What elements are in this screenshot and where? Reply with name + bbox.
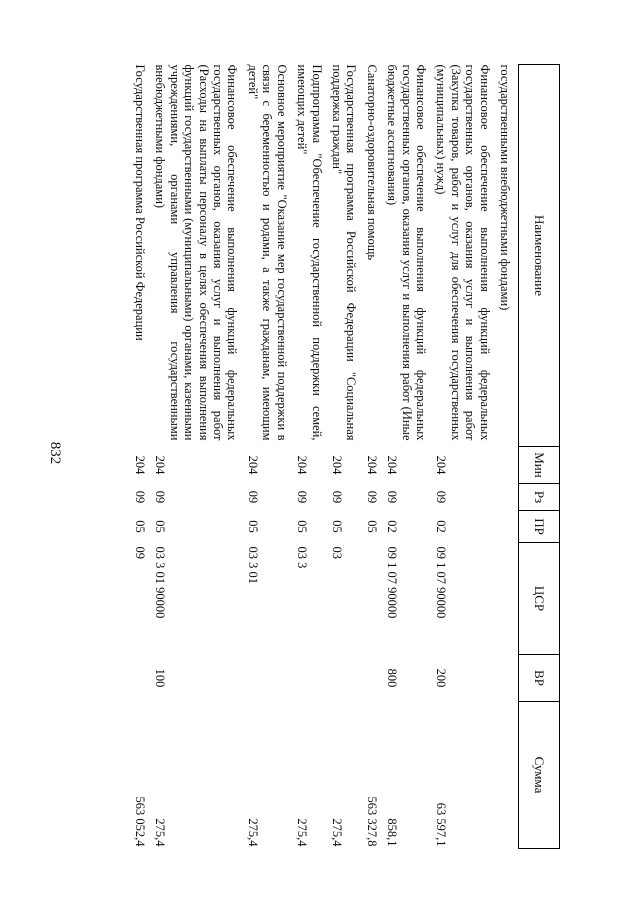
row-pr: 05 <box>153 520 168 533</box>
row-name: Финансовое обеспечение выполнения функций федеральных государственных органов, оказания услуг и выполнения работ (Иные бюджетные ассигнования) <box>385 64 428 441</box>
row-sum: 563 052,4 <box>133 796 148 847</box>
table-row <box>327 65 362 849</box>
table-row <box>243 65 292 849</box>
row-name: Государственная программа Российской Федерации <box>133 64 148 341</box>
row-pr: 02 <box>434 520 449 533</box>
row-pr: 02 <box>385 520 400 533</box>
row-min: 204 <box>295 455 310 475</box>
row-min: 204 <box>434 455 449 475</box>
row-vr: 800 <box>385 668 400 688</box>
row-pr: 05 <box>295 520 310 533</box>
table-body <box>130 65 519 849</box>
table-row <box>361 65 381 849</box>
row-name: Финансовое обеспечение выполнения функций федеральных государственных органов, оказания услуг и выполнения работ (Расходы на выплаты персоналу в целях обеспечения выполнения функций государственными (муниципальными) органами, казенными учреждениями, органами управления государственными внебюджетными фондами) <box>153 64 240 441</box>
row-vr <box>361 655 381 702</box>
row-sum: 63 597,1 <box>434 802 449 847</box>
row-name: Подпрограмма "Обеспечение государственной поддержки семей, имеющих детей" <box>295 64 324 441</box>
row-sum: 275,4 <box>295 818 310 847</box>
row-sum: 275,4 <box>329 818 344 847</box>
page-number: 832 <box>47 441 63 465</box>
row-csr: 03 3 <box>295 546 310 569</box>
row-min: 204 <box>329 455 344 475</box>
row-csr: 09 <box>133 546 148 559</box>
col-header-pr: ПР <box>519 511 560 543</box>
row-vr <box>130 655 150 702</box>
row-rz: 09 <box>434 490 449 504</box>
row-csr: 09 1 07 90000 <box>434 546 449 619</box>
row-name: Санаторно-оздоровительная помощь <box>364 64 379 261</box>
row-pr: 05 <box>329 520 344 533</box>
row-pr: 05 <box>245 520 260 533</box>
row-rz: 09 <box>329 490 344 504</box>
row-vr <box>243 655 292 702</box>
row-sum: 563 327,8 <box>364 796 379 847</box>
row-name: Финансовое обеспечение выполнения функций федеральных государственных органов, оказания услуг и выполнения работ (Закупка товаров, работ и услуг для обеспечения государственных (муниципальных) нужд) <box>434 64 492 441</box>
row-name: государственными внебюджетными фондами) <box>498 64 512 311</box>
col-header-csr: ЦСР <box>519 543 560 655</box>
col-header-sum: Сумма <box>519 702 560 849</box>
row-vr: 200 <box>434 668 449 688</box>
row-csr: 03 3 01 <box>245 546 260 584</box>
row-name: Основное мероприятие "Оказание мер государственной поддержки в связи с беременностью и родами, а также гражданам, имеющим детей" <box>245 64 289 441</box>
row-vr <box>495 655 519 702</box>
row-sum: 275,4 <box>245 818 260 847</box>
row-csr: 09 1 07 90000 <box>385 546 400 619</box>
row-pr <box>495 511 519 543</box>
col-header-min: Мин <box>519 447 560 484</box>
row-rz: 09 <box>153 490 168 504</box>
row-min <box>495 447 519 484</box>
table-row <box>150 65 242 849</box>
row-min: 204 <box>245 455 260 475</box>
row-min: 204 <box>153 455 168 475</box>
row-pr: 05 <box>133 520 148 533</box>
row-rz: 09 <box>364 490 379 504</box>
row-min: 204 <box>133 455 148 475</box>
row-rz <box>495 484 519 511</box>
table-row <box>292 65 327 849</box>
row-csr <box>361 543 381 655</box>
row-vr <box>292 655 327 702</box>
table-row <box>495 65 519 849</box>
row-rz: 09 <box>133 490 148 504</box>
row-sum: 858,1 <box>385 818 400 847</box>
table-row <box>130 65 150 849</box>
row-min: 204 <box>385 455 400 475</box>
row-csr: 03 <box>329 546 344 559</box>
table-header <box>519 65 560 849</box>
col-header-rz: Рз <box>519 484 560 511</box>
col-header-vr: ВР <box>519 655 560 702</box>
row-sum: 275,4 <box>153 818 168 847</box>
row-pr: 05 <box>364 520 379 533</box>
row-csr: 03 3 01 90000 <box>153 546 168 619</box>
table-row <box>382 65 431 849</box>
row-sum <box>495 702 519 849</box>
row-rz: 09 <box>385 490 400 504</box>
row-csr <box>495 543 519 655</box>
row-min: 204 <box>364 455 379 475</box>
row-vr <box>327 655 362 702</box>
row-name: Государственная программа Российской Федерации "Социальная поддержка граждан" <box>329 64 359 441</box>
col-header-name: Наименование <box>519 65 560 447</box>
row-vr: 100 <box>153 668 168 688</box>
table-row <box>431 65 495 849</box>
row-rz: 09 <box>295 490 310 504</box>
row-rz: 09 <box>245 490 260 504</box>
budget-table <box>130 64 560 849</box>
